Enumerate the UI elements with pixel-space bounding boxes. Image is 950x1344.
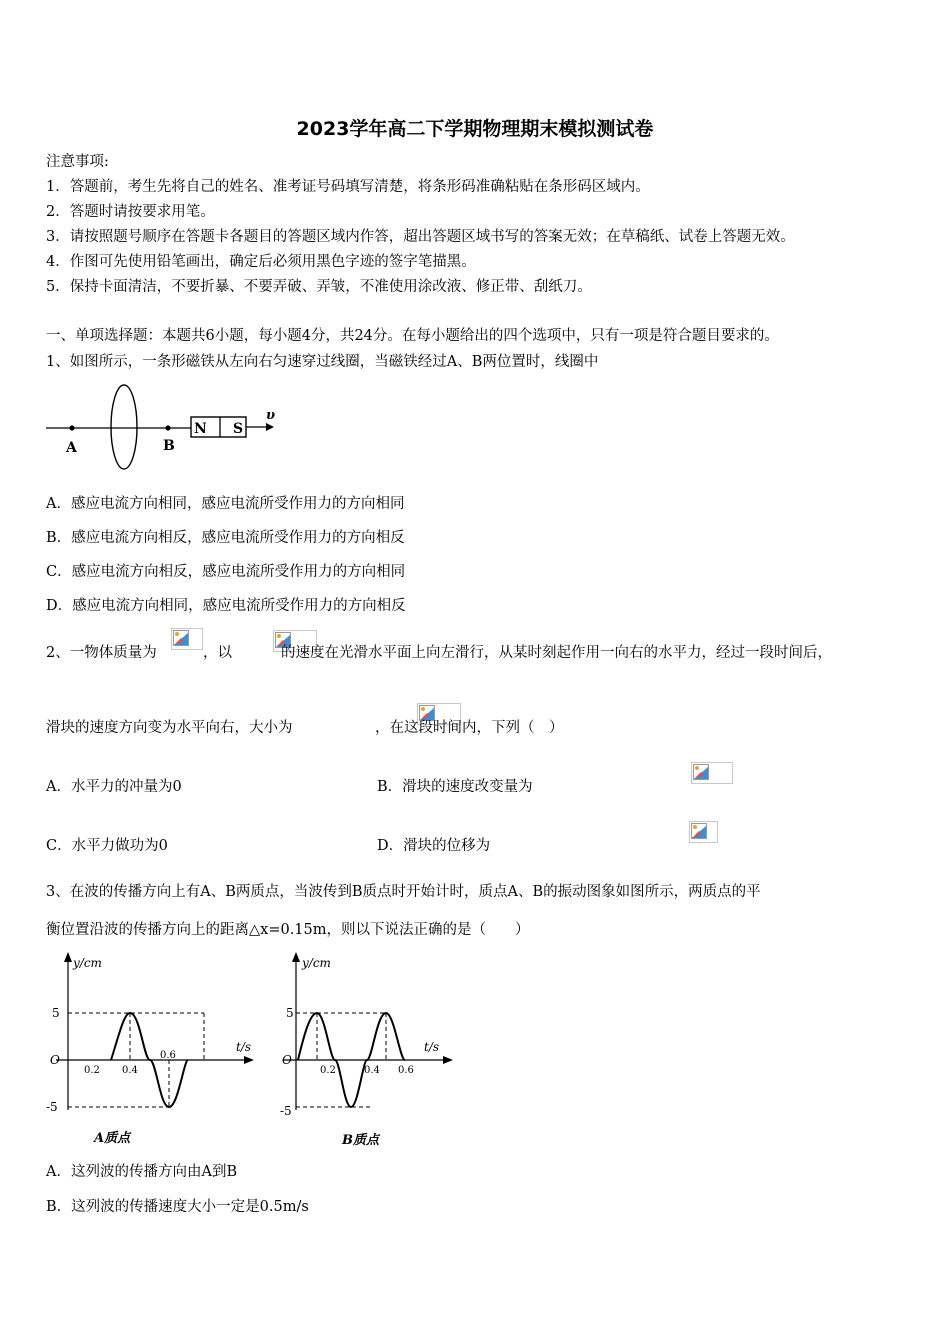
label-b: B	[163, 438, 175, 454]
broken-image-icon	[691, 762, 733, 784]
q2-stem-part3: 的速度在光滑水平面上向左滑行，从某时刻起作用一向右的水平力，经过一段时间后，	[281, 645, 832, 661]
notice-item: 4．作图可先使用铅笔画出，确定后必须用黑色字迹的签字笔描黑。	[46, 254, 476, 270]
q1-option-b: B．感应电流方向相反，感应电流所受作用力的方向相反	[46, 530, 405, 546]
broken-image-icon	[689, 821, 718, 843]
q2-option-a: A．水平力的冲量为0	[46, 779, 182, 795]
velocity-label: υ	[266, 408, 276, 423]
graph-b-xtick: 0.2	[320, 1065, 336, 1076]
q2-option-c: C．水平力做功为0	[46, 838, 168, 854]
q2-option-b: B．滑块的速度改变量为	[377, 779, 533, 795]
notice-heading: 注意事项:	[46, 154, 109, 170]
q2-stem-part2: ，以	[203, 645, 232, 661]
graph-a-xtick: 0.6	[160, 1050, 176, 1061]
graph-b-xtick: 0.4	[364, 1065, 380, 1076]
section-heading: 一、单项选择题：本题共6小题，每小题4分，共24分。在每小题给出的四个选项中，只有一项是符合题目要求的。	[46, 328, 779, 344]
q1-figure	[44, 380, 284, 475]
graph-a-caption: A质点	[94, 1131, 131, 1146]
page-title: 2023学年高二下学期物理期末模拟测试卷	[296, 118, 654, 140]
q2-stem-part1: 2、一物体质量为	[46, 645, 157, 661]
q1-option-a: A．感应电流方向相同，感应电流所受作用力的方向相同	[46, 496, 405, 512]
label-a: A	[66, 440, 77, 456]
graph-b-xlabel: t/s	[424, 1040, 440, 1054]
graph-a-xtick: 0.2	[84, 1065, 100, 1076]
graph-a-ytick: 5	[52, 1006, 60, 1020]
q2-stem-line2a: 滑块的速度方向变为水平向右，大小为	[46, 720, 293, 736]
graph-b-ytick: 5	[286, 1006, 294, 1020]
q3-stem-line1: 3、在波的传播方向上有A、B两质点，当波传到B质点时开始计时，质点A、B的振动图象如图所示，两质点的平	[46, 884, 761, 900]
q3-option-b: B．这列波的传播速度大小一定是0.5m/s	[46, 1199, 309, 1215]
magnet-n: N	[194, 421, 207, 437]
graph-b-ylabel: y/cm	[302, 956, 331, 970]
notice-item: 1．答题前，考生先将自己的姓名、准考证号码填写清楚，将条形码准确粘贴在条形码区域内。	[46, 179, 650, 195]
magnet-s: S	[233, 421, 244, 437]
point-b	[165, 425, 170, 430]
q1-option-c: C．感应电流方向相反，感应电流所受作用力的方向相同	[46, 564, 406, 580]
graph-a-ytick: -5	[46, 1100, 58, 1114]
graph-b	[280, 950, 480, 1155]
q2-option-d: D．滑块的位移为	[377, 838, 491, 854]
graph-b-xtick: 0.6	[398, 1065, 414, 1076]
q3-option-a: A．这列波的传播方向由A到B	[46, 1164, 238, 1180]
q1-stem: 1、如图所示，一条形磁铁从左向右匀速穿过线圈，当磁铁经过A、B两位置时，线圈中	[46, 354, 599, 370]
q1-option-d: D．感应电流方向相同，感应电流所受作用力的方向相反	[46, 598, 406, 614]
graph-b-origin: O	[282, 1053, 292, 1067]
q2-stem-line2b: ，在这段时间内，下列（ ）	[375, 720, 564, 736]
notice-item: 3．请按照题号顺序在答题卡各题目的答题区域内作答，超出答题区域书写的答案无效；在草稿纸、试卷上答题无效。	[46, 229, 795, 245]
notice-item: 5．保持卡面清洁，不要折暴、不要弄破、弄皱，不准使用涂改液、修正带、刮纸刀。	[46, 279, 592, 295]
coil	[111, 385, 137, 469]
notice-item: 2．答题时请按要求用笔。	[46, 204, 215, 220]
q3-stem-line2: 衡位置沿波的传播方向上的距离△x=0.15m，则以下说法正确的是（ ）	[46, 922, 530, 938]
graph-a-ylabel: y/cm	[73, 956, 102, 970]
graph-b-ytick: -5	[280, 1104, 292, 1118]
graph-a-origin: O	[50, 1053, 60, 1067]
graph-a	[44, 950, 264, 1155]
graph-a-xlabel: t/s	[236, 1040, 252, 1054]
graph-a-xtick: 0.4	[122, 1065, 138, 1076]
point-a	[69, 425, 74, 430]
broken-image-icon	[171, 628, 203, 650]
graph-b-caption: B质点	[342, 1133, 379, 1148]
